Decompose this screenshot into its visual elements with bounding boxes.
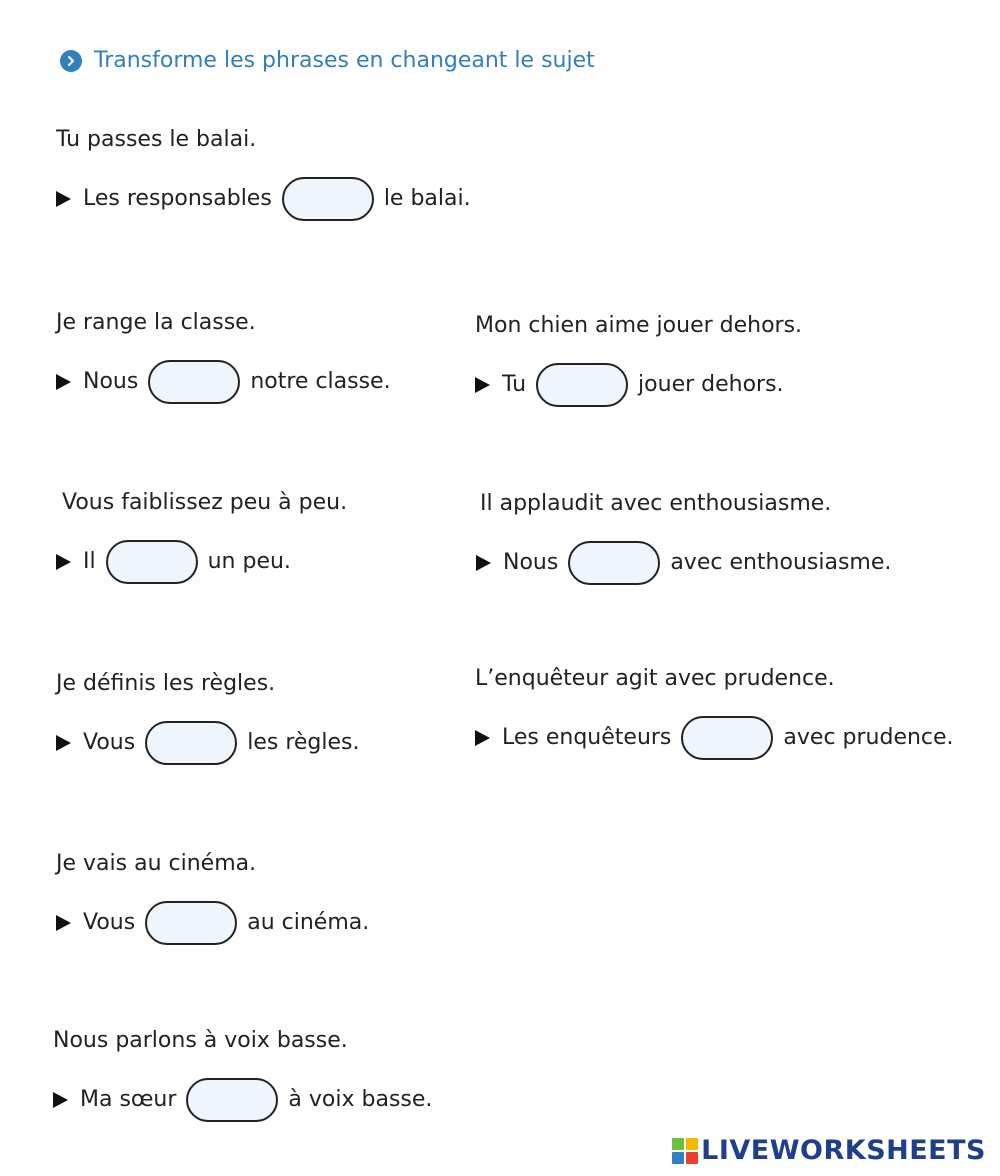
exercise-4: [62, 492, 347, 584]
source-sentence: Tu passes le balai.: [56, 127, 257, 152]
answer-line: [56, 360, 391, 404]
triangle-bullet-icon: [56, 554, 71, 570]
new-subject: Les responsables: [83, 186, 272, 211]
answer-line: [56, 177, 471, 221]
sentence-ending: les règles.: [247, 730, 360, 755]
source-sentence: Il applaudit avec enthousiasme.: [480, 491, 832, 516]
source-sentence: L’enquêteur agit avec prudence.: [475, 666, 835, 691]
logo-text: LIVEWORKSHEETS: [701, 1135, 986, 1166]
answer-line: [476, 541, 891, 585]
answer-input[interactable]: [186, 1078, 278, 1122]
sentence-ending: avec prudence.: [783, 725, 954, 750]
triangle-bullet-icon: [475, 377, 490, 393]
logo-square: [686, 1152, 698, 1164]
new-subject: Vous: [83, 730, 136, 755]
sentence-ending: avec enthousiasme.: [670, 550, 892, 575]
new-subject: Vous: [83, 910, 136, 935]
answer-line: [475, 716, 954, 760]
triangle-bullet-icon: [56, 915, 71, 931]
new-subject: Nous: [503, 550, 559, 575]
liveworksheets-logo: [672, 1135, 986, 1166]
exercise-3: [475, 315, 802, 407]
exercise-2: [56, 312, 391, 404]
answer-input[interactable]: [145, 721, 237, 765]
exercise-5: [480, 493, 891, 585]
source-sentence: Vous faiblissez peu à peu.: [62, 490, 348, 515]
sentence-ending: jouer dehors.: [638, 372, 784, 397]
triangle-bullet-icon: [475, 730, 490, 746]
instruction-heading: [60, 48, 595, 73]
triangle-bullet-icon: [56, 374, 71, 390]
source-sentence: Je vais au cinéma.: [56, 851, 257, 876]
triangle-bullet-icon: [476, 555, 491, 571]
sentence-ending: le balai.: [383, 186, 471, 211]
exercise-8: [56, 853, 369, 945]
answer-line: [56, 721, 360, 765]
logo-squares-icon: [672, 1138, 698, 1164]
triangle-bullet-icon: [56, 191, 71, 207]
answer-input[interactable]: [148, 360, 240, 404]
triangle-bullet-icon: [56, 735, 71, 751]
sentence-ending: à voix basse.: [288, 1087, 433, 1112]
logo-square: [672, 1138, 684, 1150]
triangle-bullet-icon: [53, 1092, 68, 1108]
new-subject: Les enquêteurs: [502, 725, 672, 750]
exercise-1: [56, 129, 471, 221]
answer-input[interactable]: [536, 363, 628, 407]
sentence-ending: au cinéma.: [247, 910, 370, 935]
source-sentence: Je range la classe.: [56, 310, 256, 335]
sentence-ending: notre classe.: [250, 369, 391, 394]
source-sentence: Mon chien aime jouer dehors.: [475, 313, 803, 338]
answer-line: [53, 1078, 432, 1122]
instruction-text: Transforme les phrases en changeant le sujet: [94, 48, 595, 73]
logo-square: [672, 1152, 684, 1164]
exercise-7: [475, 668, 954, 760]
sentence-ending: un peu.: [207, 549, 291, 574]
answer-input[interactable]: [106, 540, 198, 584]
answer-input[interactable]: [145, 901, 237, 945]
arrow-circle-right-icon: [60, 50, 82, 72]
answer-line: [475, 363, 802, 407]
answer-input[interactable]: [568, 541, 660, 585]
logo-square: [686, 1138, 698, 1150]
source-sentence: Je définis les règles.: [56, 671, 276, 696]
answer-input[interactable]: [282, 177, 374, 221]
answer-line: [56, 901, 369, 945]
new-subject: Il: [83, 549, 96, 574]
answer-line: [56, 540, 347, 584]
source-sentence: Nous parlons à voix basse.: [53, 1028, 348, 1053]
exercise-9: [53, 1030, 432, 1122]
exercise-6: [56, 673, 360, 765]
answer-input[interactable]: [681, 716, 773, 760]
new-subject: Nous: [83, 369, 139, 394]
new-subject: Tu: [502, 372, 527, 397]
new-subject: Ma sœur: [80, 1087, 177, 1112]
